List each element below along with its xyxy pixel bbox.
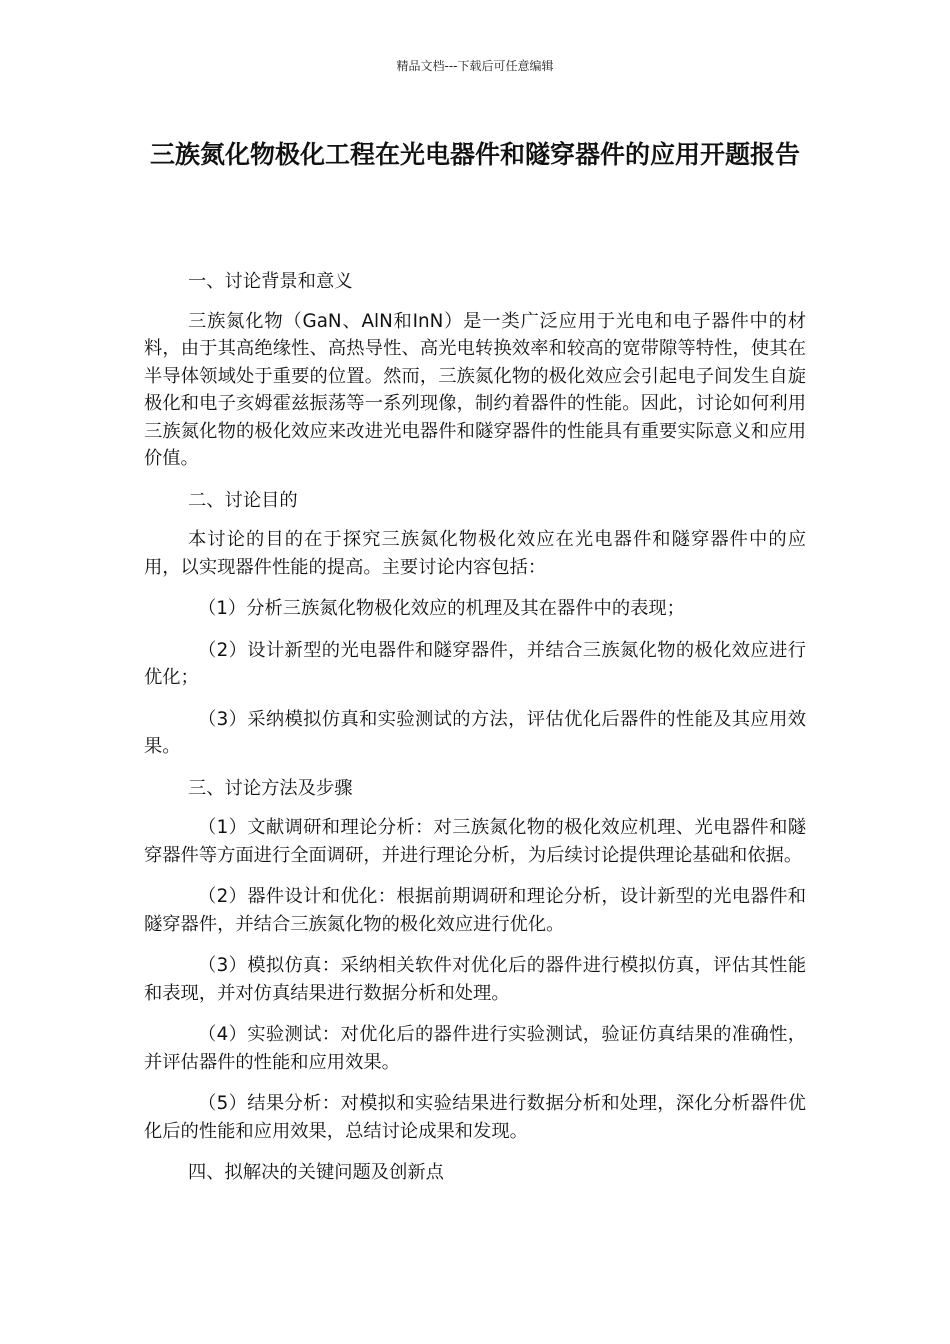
list-item: （1）分析三族氮化物极化效应的机理及其在器件中的表现； [198, 598, 685, 619]
list-item: （2）设计新型的光电器件和隧穿器件，并结合三族氮化物的极化效应进行优化； [144, 639, 806, 688]
section-heading-purpose: 二、讨论目的 [188, 489, 298, 511]
section-heading-key-issues: 四、拟解决的关键问题及创新点 [188, 1162, 444, 1183]
section-heading-background: 一、讨论背景和意义 [188, 271, 353, 292]
list-item: （2）器件设计和优化：根据前期调研和理论分析，设计新型的光电器件和隧穿器件，并结合三族氮化物的极化效应进行优化。 [144, 886, 806, 935]
list-item: （4）实验测试：对优化后的器件进行实验测试，验证仿真结果的准确性，并评估器件的性能和应用效果。 [144, 1024, 806, 1073]
section-heading-methods: 三、讨论方法及步骤 [188, 777, 353, 799]
paragraph-background: 三族氮化物（GaN、AlN和InN）是一类广泛应用于光电和电子器件中的材料，由于其高绝缘性、高热导性、高光电转换效率和较高的宽带隙等特性，使其在半导体领域处于重要的位置。然而，三族氮化物的极化效应会引起电子间发生自旋极化和电子亥姆霍兹振荡等一系列现像，制约着器件的性能。因此，讨论如何利用三族氮化物的极化效应来改进光电器件和隧穿器件的性能具有重要实际意义和应用价值。 [144, 310, 806, 469]
list-item: （1）文献调研和理论分析：对三族氮化物的极化效应机理、光电器件和隧穿器件等方面进行全面调研，并进行理论分析，为后续讨论提供理论基础和依据。 [144, 817, 806, 866]
document-title: 三族氮化物极化工程在光电器件和隧穿器件的应用开题报告 [149, 140, 800, 169]
header-note: 精品文档---下载后可任意编辑 [396, 59, 554, 73]
paragraph-purpose: 本讨论的目的在于探究三族氮化物极化效应在光电器件和隧穿器件中的应用，以实现器件性能的提高。主要讨论内容包括： [144, 529, 806, 578]
list-item: （5）结果分析：对模拟和实验结果进行数据分析和处理，深化分析器件优化后的性能和应用效果，总结讨论成果和发现。 [144, 1093, 806, 1142]
document-body [144, 268, 806, 1199]
list-item: （3）采纳模拟仿真和实验测试的方法，评估优化后器件的性能及其应用效果。 [144, 708, 806, 757]
list-item: （3）模拟仿真：采纳相关软件对优化后的器件进行模拟仿真，评估其性能和表现，并对仿真结果进行数据分析和处理。 [144, 955, 806, 1004]
